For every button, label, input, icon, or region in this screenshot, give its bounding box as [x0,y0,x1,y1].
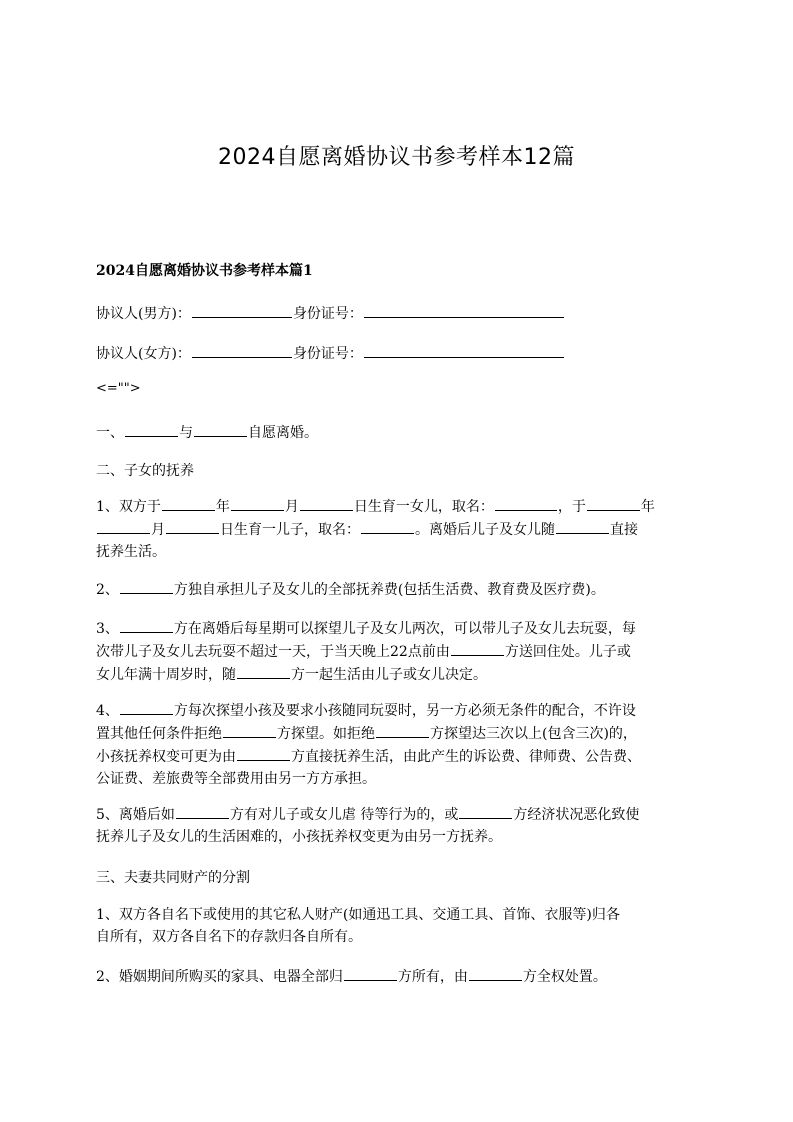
item-text: 一、 [96,425,124,441]
text: 年 [215,499,230,515]
name-blank [192,342,292,358]
blank [459,803,512,819]
blank [469,965,522,981]
text: 。离婚后儿子及女儿随 [415,522,555,538]
party-male-line [96,302,701,325]
blank [451,640,504,656]
text: 方在离婚后每星期可以探望儿子及女儿两次，可以带儿子及女儿去玩耍，每 [173,621,636,637]
heading-3: 三、夫妻共同财产的分割 [96,870,250,886]
text: 年 [640,499,655,515]
blank [120,699,173,715]
blank [344,965,397,981]
item-text: 与 [179,425,193,441]
text: 方有对儿子或女儿虐 待等行为的，或 [229,807,459,823]
text: 2、 [96,582,119,598]
text: 4、 [96,703,119,719]
text: 方经济状况恶化致使 [513,807,640,823]
heading-2: 二、子女的抚养 [96,463,194,479]
text: 方直接抚养生活，由此产生的诉讼费、律师费、公告费、 [291,749,641,765]
blank [176,803,229,819]
section-title: 2024自愿离婚协议书参考样本篇1 [96,263,313,279]
paragraph-3 [96,617,706,686]
text: 方全权处置。 [522,969,607,985]
text: 方每次探望小孩及要求小孩随同玩耍时，另一方必须无条件的配合，不许设 [173,703,636,719]
text: 方独自承担儿子及女儿的全部抚养费(包括生活费、教育费及医疗费)。 [173,582,605,598]
blank [495,495,557,511]
party-female-label: 协议人(女方)： [96,346,191,362]
text: 2、婚姻期间所购买的家具、电器全部归 [96,969,343,985]
id-blank [364,342,564,358]
blank [97,518,150,534]
text: 月 [151,522,165,538]
text: 直接 [610,522,638,538]
blank [237,745,290,761]
party-female-line [96,342,701,365]
text: 自所有，双方各自名下的存款归各自所有。 [96,929,362,945]
id-label: 身份证号： [292,346,363,362]
item-text: 自愿离婚。 [248,425,318,441]
blank [120,617,173,633]
text: 1、双方各自名下或使用的其它私人财产(如通迅工具、交通工具、首饰、衣服等)归各 [96,907,620,923]
blank [556,518,609,534]
text: 次带儿子及女儿去玩耍不超过一天，于当天晚上22点前由 [96,644,450,660]
text: 方探望达三次以上(包含三次)的， [430,726,637,742]
paragraph-4 [96,699,706,790]
blank [361,518,414,534]
text: 女儿年满十周岁时，随 [96,667,236,683]
item-1 [96,421,701,444]
text: 方一起生活由儿子或女儿决定。 [291,667,487,683]
text: 5、离婚后如 [96,807,175,823]
blank [120,578,173,594]
text: ，于 [557,499,586,515]
text: 3、 [96,621,119,637]
text: 日生育一儿子，取名： [220,522,360,538]
blank [162,495,215,511]
id-blank [364,302,564,318]
text: 小孩抚养权变可更为由 [96,749,236,765]
blank [194,421,247,437]
property-paragraph-2 [96,965,706,988]
text: 方所有，由 [397,969,468,985]
text: 方送回住处。儿子或 [504,644,631,660]
text: 置其他任何条件拒绝 [96,726,222,742]
blank [231,495,284,511]
page-title: 2024自愿离婚协议书参考样本12篇 [218,145,575,170]
blank [587,495,640,511]
text: 方探望。如拒绝 [277,726,375,742]
paragraph-5 [96,803,706,848]
text: 抚养儿子及女儿的生活困难的，小孩抚养权变更为由另一方抚养。 [96,829,502,845]
placeholder-text: <=""> [96,381,141,396]
property-paragraph-1 [96,904,706,948]
text: 1、双方于 [96,499,161,515]
text: 公证费、差旅费等全部费用由另一方方承担。 [96,771,376,787]
blank [125,421,178,437]
text: 抚养生活。 [96,544,166,560]
name-blank [192,302,292,318]
blank [300,495,353,511]
text: 日生育一女儿，取名： [353,499,494,515]
paragraph-1 [96,495,706,563]
id-label: 身份证号： [292,306,363,322]
party-male-label: 协议人(男方)： [96,306,191,322]
blank [223,722,276,738]
text: 月 [284,499,299,515]
blank [237,663,290,679]
blank [166,518,219,534]
blank [376,722,429,738]
paragraph-2 [96,578,706,601]
